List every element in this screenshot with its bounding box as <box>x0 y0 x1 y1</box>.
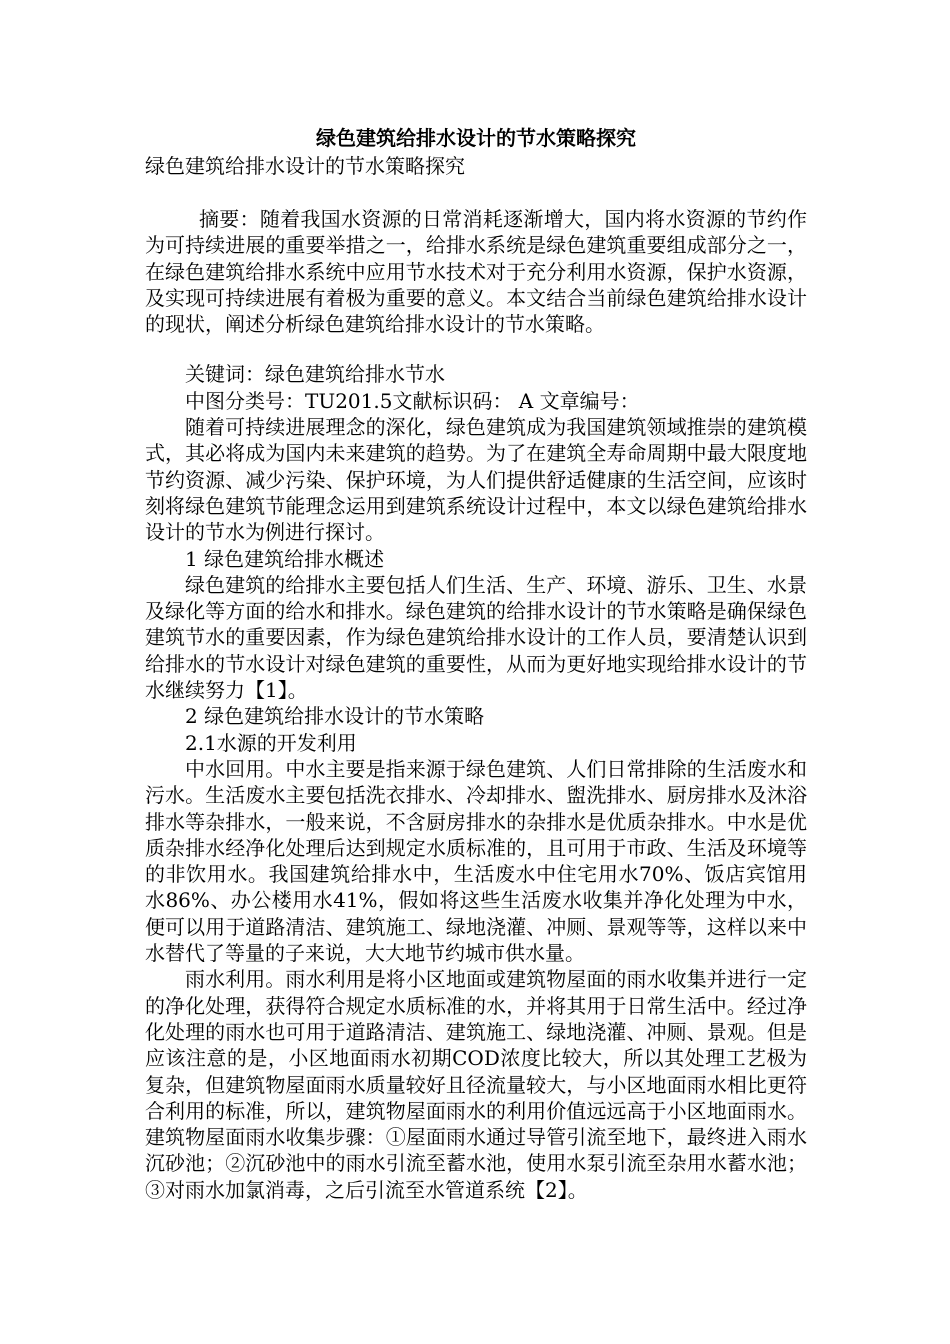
classification-line: 中图分类号：TU201.5文献标识码： A 文章编号： <box>185 388 640 413</box>
abstract-paragraph: 摘要：随着我国水资源的日常消耗逐渐增大，国内将水资源的节约作为可持续进展的重要举措之一，给排水系统是绿色建筑重要组成部分之一，在绿色建筑给排水系统中应用节水技术对于充分利用水资源，保护水资源，及实现可持续进展有着极为重要的意义。本文结合当前绿色建筑给排水设计的现状，阐述分析绿色建筑给排水设计的节水策略。 <box>145 207 807 337</box>
section-1-paragraph: 绿色建筑的给排水主要包括人们生活、生产、环境、游乐、卫生、水景及绿化等方面的给水和排水。绿色建筑的给排水设计的节水策略是确保绿色建筑节水的重要因素，作为绿色建筑给排水设计的工作人员，要清楚认识到给排水的节水设计对绿色建筑的重要性，从而为更好地实现给排水设计的节水继续努力【1】。 <box>145 572 807 703</box>
section-2-1-heading: 2.1水源的开发利用 <box>185 730 357 755</box>
document-title: 绿色建筑给排水设计的节水策略探究 <box>316 126 636 150</box>
section-2-heading: 2 绿色建筑给排水设计的节水策略 <box>185 704 485 729</box>
rainwater-paragraph: 雨水利用。雨水利用是将小区地面或建筑物屋面的雨水收集并进行一定的净化处理，获得符合规定水质标准的水，并将其用于日常生活中。经过净化处理的雨水也可用于道路清洁、建筑施工、绿地浇灌、冲厕、景观。但是应该注意的是，小区地面雨水初期COD浓度比较大，所以其处理工艺极为复杂，但建筑物屋面雨水质量较好且径流量较大，与小区地面雨水相比更符合利用的标准，所以，建筑物屋面雨水的利用价值远远高于小区地面雨水。建筑物屋面雨水收集步骤：①屋面雨水通过导管引流至地下，最终进入雨水沉砂池；②沉砂池中的雨水引流至蓄水池，使用水泵引流至杂用水蓄水池；③对雨水加氯消毒，之后引流至水管道系统【2】。 <box>145 967 807 1202</box>
reclaimed-water-paragraph: 中水回用。中水主要是指来源于绿色建筑、人们日常排除的生活废水和污水。生活废水主要包括洗衣排水、冷却排水、盥洗排水、厨房排水及沐浴排水等杂排水，一般来说，不含厨房排水的杂排水是优质杂排水。中水是优质杂排水经净化处理后达到规定水质标准的，且可用于市政、生活及环境等的非饮用水。我国建筑给排水中，生活废水中住宅用水70%、饭店宾馆用水86%、办公楼用水41%，假如将这些生活废水收集并净化处理为中水，便可以用于道路清洁、建筑施工、绿地浇灌、冲厕、景观等等，这样以来中水替代了等量的子来说，大大地节约城市供水量。 <box>145 756 807 966</box>
section-1-heading: 1 绿色建筑给排水概述 <box>185 546 385 571</box>
document-page <box>145 124 807 1203</box>
document-subtitle: 绿色建筑给排水设计的节水策略探究 <box>145 154 465 178</box>
keywords-line: 关键词：绿色建筑给排水节水 <box>185 362 445 387</box>
intro-paragraph: 随着可持续进展理念的深化，绿色建筑成为我国建筑领域推崇的建筑模式，其必将成为国内未来建筑的趋势。为了在建筑全寿命周期中最大限度地节约资源、减少污染、保护环境，为人们提供舒适健康的生活空间，应该时刻将绿色建筑节能理念运用到建筑系统设计过程中，本文以绿色建筑给排水设计的节水为例进行探讨。 <box>145 415 807 545</box>
